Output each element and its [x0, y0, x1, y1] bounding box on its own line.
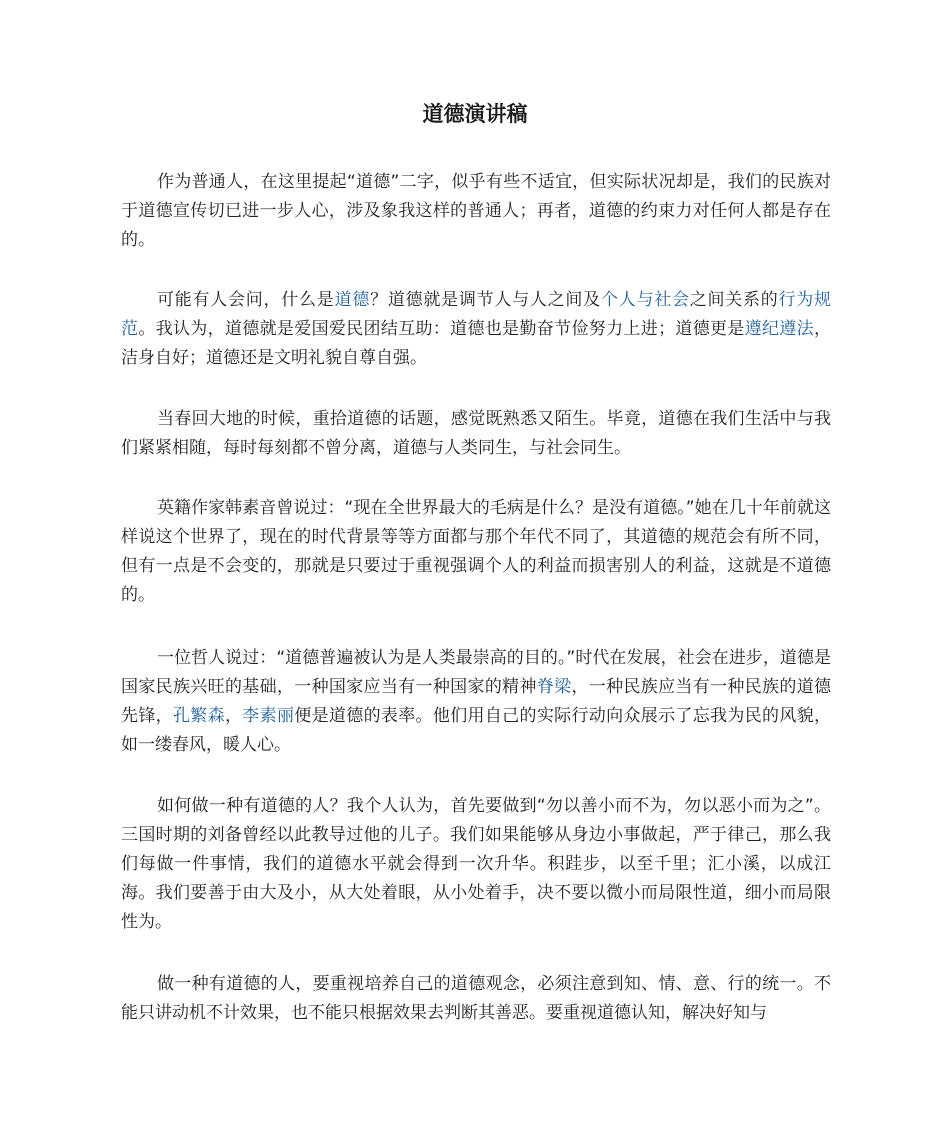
link-xingwei-guifan[interactable]: 行为规范	[121, 290, 832, 339]
paragraph-text: ，	[224, 706, 243, 726]
paragraph-text: 英籍作家韩素音曾说过：“现在全世界最大的毛病是什么？是没有道德。”她在几十年前就这样说这个世界了，现在的时代背景等等方面都与那个年代不同了，其道德的规范会有所不同，但有一点是不会变的，那就是只要过于重视强调个人的利益而损害别人的利益，这就是不道德的。	[121, 498, 831, 605]
paragraph-text: ？道德就是调节人与人之间及	[370, 290, 601, 310]
paragraph-1	[121, 168, 831, 255]
paragraph-text: ，一种民族应当有一种民族的道德先锋，	[121, 677, 832, 726]
paragraph-text: 当春回大地的时候，重拾道德的话题，感觉既熟悉又陌生。毕竟，道德在我们生活中与我们紧紧相随，每时每刻都不曾分离，道德与人类同生，与社会同生。	[121, 409, 831, 458]
paragraph-text: 便是道德的表率。他们用自己的实际行动向众展示了忘我为民的风貌，如一缕春风，暖人心。	[121, 706, 832, 755]
link-daode[interactable]: 道德	[334, 290, 371, 310]
paragraph-4	[121, 494, 831, 610]
paragraph-text: 。我认为，道德就是爱国爱民团结互助：道德也是勤奋节俭努力上进；道德更是	[138, 319, 745, 339]
paragraph-text: 作为普通人，在这里提起“道德”二字，似乎有些不适宜，但实际状况却是，我们的民族对于道德宣传切已进一步人心，涉及象我这样的普通人；再者，道德的约束力对任何人都是存在的。	[121, 172, 831, 250]
paragraph-text: 做一种有道德的人，要重视培养自己的道德观念，必须注意到知、情、意、行的统一。不能只讲动机不计效果，也不能只根据效果去判断其善恶。要重视道德认知，解决好知与	[121, 974, 831, 1023]
paragraph-2	[121, 286, 831, 373]
page-title: 道德演讲稿	[422, 102, 528, 126]
link-jiliang[interactable]: 脊梁	[536, 677, 572, 697]
paragraph-text: 如何做一种有道德的人？我个人认为，首先要做到“勿以善小而不为，勿以恶小而为之”。三国时期的刘备曾经以此教导过他的儿子。我们如果能够从身边小事做起，严于律己，那么我们每做一件事情，我们的道德水平就会得到一次升华。积跬步，以至千里；汇小溪，以成江海。我们要善于由大及小，从大处着眼，从小处着手，决不要以微小而局限性道，细小而局限性为。	[121, 796, 831, 932]
paragraph-6	[121, 792, 831, 937]
paragraph-text: 一位哲人说过：“道德普遍被认为是人类最崇高的目的。”时代在发展，社会在进步，道德是国家民族兴旺的基础，一种国家应当有一种国家的精神	[121, 648, 831, 697]
link-geren-yu-shehui[interactable]: 个人与社会	[600, 290, 690, 310]
paragraph-text: 之间关系的	[689, 290, 779, 310]
link-li-suli[interactable]: 李素丽	[242, 706, 295, 726]
paragraph-5	[121, 644, 831, 760]
paragraph-text: 可能有人会问，什么是	[157, 290, 335, 310]
paragraph-7	[121, 970, 831, 1028]
paragraph-text: ，洁身自好；道德还是文明礼貌自尊自强。	[121, 319, 832, 368]
paragraph-3	[121, 405, 831, 463]
link-kong-fansen[interactable]: 孔繁森	[172, 706, 225, 726]
link-zunji-zunfa[interactable]: 遵纪遵法	[744, 319, 815, 339]
